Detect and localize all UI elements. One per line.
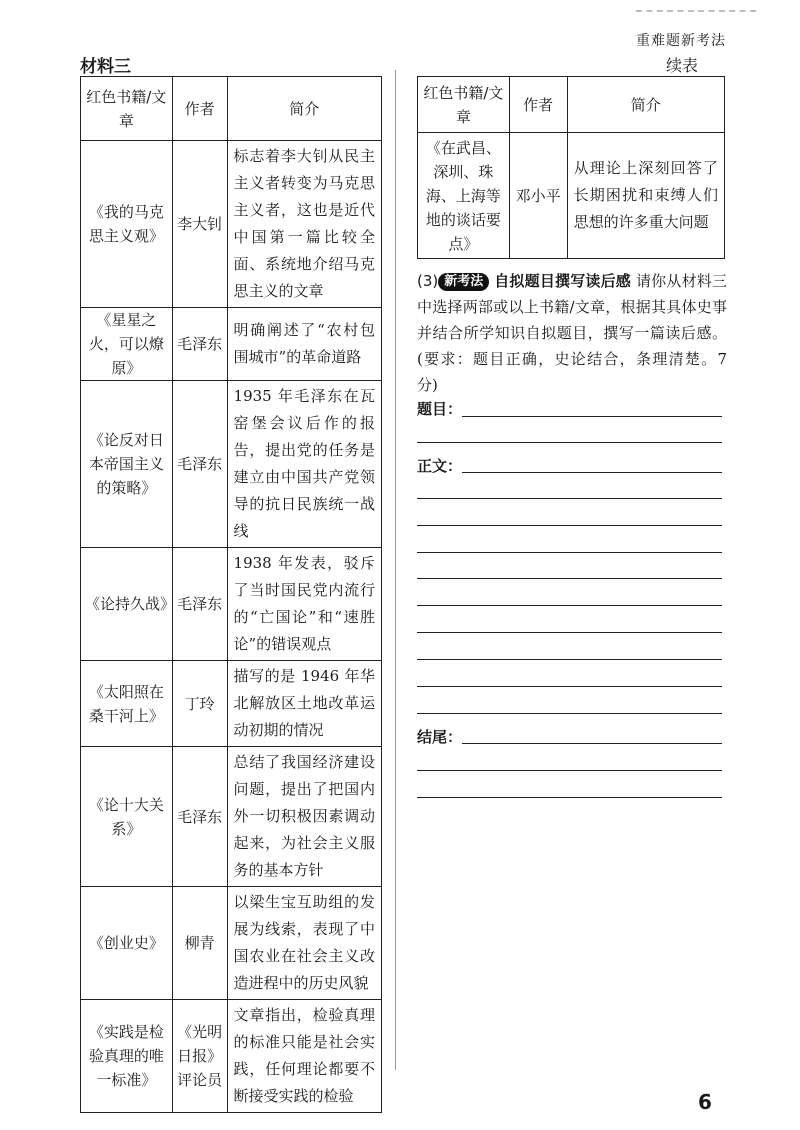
answer-line[interactable] bbox=[462, 743, 722, 744]
answer-line[interactable] bbox=[417, 797, 722, 798]
book-title: 《星星之火，可以燎原》 bbox=[81, 308, 173, 381]
book-brief: 标志着李大钊从民主主义者转变为马克思主义者，这也是近代中国第一篇比较全面、系统地介绍马克思主义的文章 bbox=[227, 141, 381, 308]
book-brief: 文章指出，检验真理的标准只能是社会实践，任何理论都要不断接受实践的检验 bbox=[227, 1000, 381, 1113]
answer-line[interactable] bbox=[417, 552, 722, 553]
book-author: 毛泽东 bbox=[172, 381, 227, 548]
book-author: 丁玲 bbox=[172, 661, 227, 747]
book-author: 毛泽东 bbox=[172, 308, 227, 381]
answer-line[interactable] bbox=[417, 605, 722, 606]
question-block bbox=[417, 268, 727, 398]
header-author: 作者 bbox=[172, 77, 227, 141]
header-decoration bbox=[636, 10, 756, 12]
answer-line[interactable] bbox=[417, 578, 722, 579]
question-body: 请你从材料三中选择两部或以上书籍/文章，根据其具体史事并结合所学知识自拟题目，撰写一篇读后感。(要求：题目正确，史论结合，条理清楚。7 分) bbox=[417, 272, 727, 394]
table-row bbox=[81, 887, 382, 1000]
new-method-badge: 新考法 bbox=[438, 273, 489, 291]
question-title: 自拟题目撰写读后感 bbox=[494, 272, 632, 290]
header-brief: 简介 bbox=[227, 77, 381, 141]
book-brief: 从理论上深刻回答了长期困扰和束缚人们思想的许多重大问题 bbox=[567, 133, 724, 259]
material-title: 材料三 bbox=[80, 57, 131, 77]
ending-label: 结尾： bbox=[417, 728, 463, 746]
book-title: 《我的马克思主义观》 bbox=[81, 141, 173, 308]
answer-line[interactable] bbox=[417, 498, 722, 499]
book-author: 李大钊 bbox=[172, 141, 227, 308]
book-title: 《论持久战》 bbox=[81, 548, 173, 661]
table-row bbox=[81, 747, 382, 887]
page-number: 6 bbox=[698, 1090, 712, 1114]
books-table-left bbox=[80, 76, 382, 1113]
book-brief: 以梁生宝互助组的发展为线索，表现了中国农业在社会主义改造进程中的历史风貌 bbox=[227, 887, 381, 1000]
book-brief: 1935 年毛泽东在瓦窑堡会议后作的报告，提出党的任务是建立由中国共产党领导的抗日民族统一战线 bbox=[227, 381, 381, 548]
table-row bbox=[81, 1000, 382, 1113]
header-author: 作者 bbox=[509, 77, 567, 133]
book-title: 《在武昌、深圳、珠海、上海等地的谈话要点》 bbox=[418, 133, 510, 259]
title-label: 题目： bbox=[417, 400, 463, 418]
answer-line[interactable] bbox=[462, 416, 722, 417]
header-book: 红色书籍/文章 bbox=[81, 77, 173, 141]
answer-line[interactable] bbox=[417, 713, 722, 714]
answer-line[interactable] bbox=[417, 686, 722, 687]
book-brief: 明确阐述了“农村包围城市”的革命道路 bbox=[227, 308, 381, 381]
answer-line[interactable] bbox=[417, 525, 722, 526]
table-row bbox=[81, 381, 382, 548]
book-author: 柳青 bbox=[172, 887, 227, 1000]
book-brief: 描写的是 1946 年华北解放区土地改革运动初期的情况 bbox=[227, 661, 381, 747]
table-row bbox=[81, 661, 382, 747]
table-row bbox=[81, 308, 382, 381]
book-author: 《光明日报》评论员 bbox=[172, 1000, 227, 1113]
header-book: 红色书籍/文章 bbox=[418, 77, 510, 133]
book-title: 《太阳照在桑干河上》 bbox=[81, 661, 173, 747]
book-brief: 总结了我国经济建设问题，提出了把国内外一切积极因素调动起来，为社会主义服务的基本方针 bbox=[227, 747, 381, 887]
answer-line[interactable] bbox=[417, 632, 722, 633]
column-divider bbox=[395, 70, 396, 1070]
book-author: 毛泽东 bbox=[172, 747, 227, 887]
book-title: 《论十大关系》 bbox=[81, 747, 173, 887]
answer-line[interactable] bbox=[462, 472, 722, 473]
books-table-right bbox=[417, 76, 725, 259]
answer-line[interactable] bbox=[417, 770, 722, 771]
answer-line[interactable] bbox=[417, 442, 722, 443]
continued-label: 续表 bbox=[666, 56, 699, 75]
book-brief: 1938 年发表，驳斥了当时国民党内流行的“亡国论”和“速胜论”的错误观点 bbox=[227, 548, 381, 661]
table-row bbox=[81, 548, 382, 661]
table-row bbox=[81, 141, 382, 308]
body-label: 正文： bbox=[417, 457, 463, 475]
book-title: 《论反对日本帝国主义的策略》 bbox=[81, 381, 173, 548]
book-title: 《实践是检验真理的唯一标准》 bbox=[81, 1000, 173, 1113]
book-title: 《创业史》 bbox=[81, 887, 173, 1000]
answer-line[interactable] bbox=[417, 659, 722, 660]
book-author: 邓小平 bbox=[509, 133, 567, 259]
book-author: 毛泽东 bbox=[172, 548, 227, 661]
table-row bbox=[418, 133, 725, 259]
question-number: (3) bbox=[417, 272, 439, 290]
header-brief: 简介 bbox=[567, 77, 724, 133]
running-header: 重难题新考法 bbox=[636, 33, 726, 49]
